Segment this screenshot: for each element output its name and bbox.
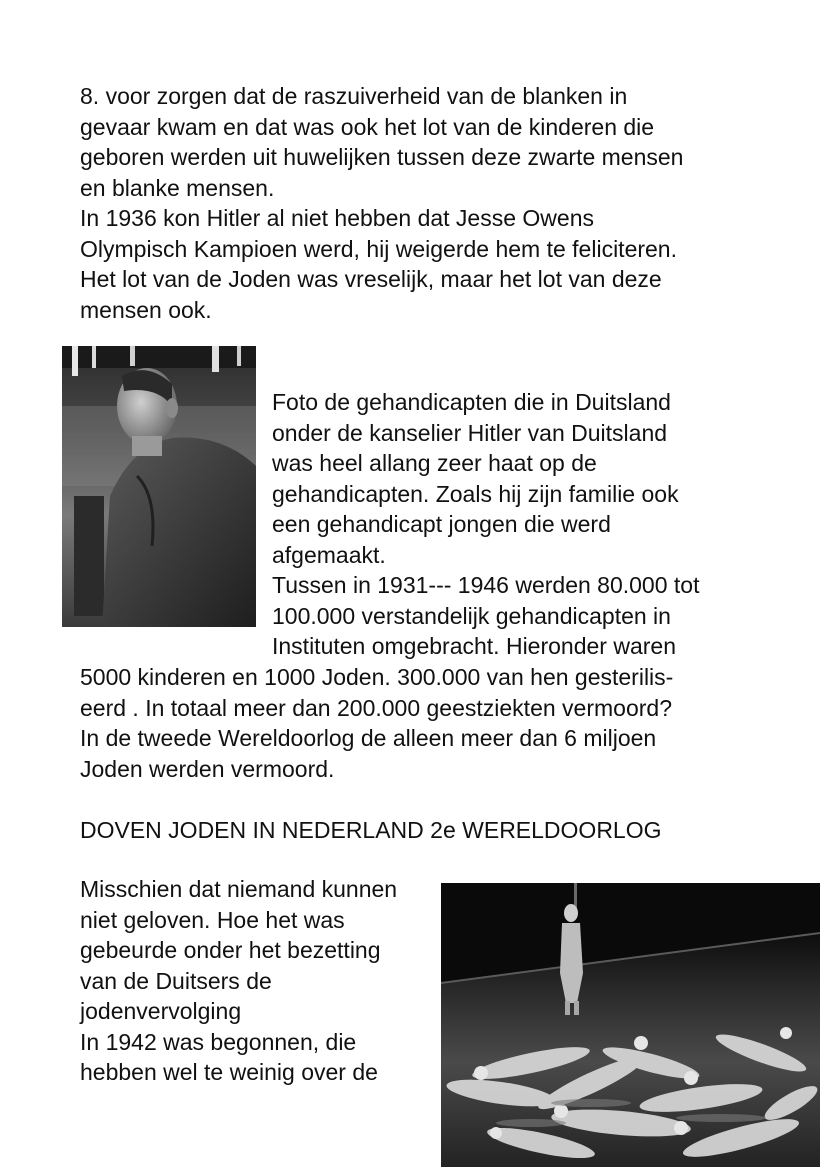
section-heading: DOVEN JODEN IN NEDERLAND 2e WERELDOORLOG bbox=[80, 817, 662, 843]
figures-on-floor-photo bbox=[441, 883, 820, 1167]
text-line: Tussen in 1931--- 1946 werden 80.000 tot bbox=[272, 572, 700, 598]
paragraph-top bbox=[80, 81, 683, 325]
text-line: Instituten omgebracht. Hieronder waren bbox=[272, 633, 676, 659]
man-profile-photo bbox=[62, 346, 256, 627]
paragraph-middle-side bbox=[272, 387, 699, 662]
man-profile-icon bbox=[62, 346, 256, 627]
text-line: en blanke mensen. bbox=[80, 174, 275, 201]
text-line: een gehandicapt jongen die werd bbox=[272, 511, 611, 537]
text-line: Olympisch Kampioen werd, hij weigerde hem te feliciteren. bbox=[80, 235, 677, 262]
text-line: In 1936 kon Hitler al niet hebben dat Jesse Owens bbox=[80, 205, 594, 231]
paragraph-bottom bbox=[80, 874, 397, 1088]
text-line: jodenvervolging bbox=[80, 998, 242, 1024]
text-line: 100.000 verstandelijk gehandicapten in bbox=[272, 602, 671, 629]
text-line: Misschien dat niemand kunnen bbox=[80, 876, 398, 902]
text-line: afgemaakt. bbox=[272, 541, 386, 568]
text-line: 5000 kinderen en 1000 Joden. 300.000 van hen gesterilis- bbox=[80, 664, 674, 690]
text-line: gevaar kwam en dat was ook het lot van de kinderen die bbox=[80, 113, 655, 140]
text-line: gebeurde onder het bezetting bbox=[80, 937, 381, 963]
text-line: van de Duitsers de bbox=[80, 967, 272, 994]
text-line: mensen ook. bbox=[80, 296, 212, 323]
text-line: niet geloven. Hoe het was bbox=[80, 906, 345, 933]
text-line: hebben wel te weinig over de bbox=[80, 1059, 378, 1085]
text-line: onder de kanselier Hitler van Duitsland bbox=[272, 419, 668, 446]
text-line: In de tweede Wereldoorlog de alleen meer dan 6 miljoen bbox=[80, 725, 657, 751]
figures-on-floor-icon bbox=[441, 883, 820, 1167]
text-line: Joden werden vermoord. bbox=[80, 755, 335, 782]
text-line: Het lot van de Joden was vreselijk, maar het lot van deze bbox=[80, 266, 662, 292]
text-line: In 1942 was begonnen, die bbox=[80, 1028, 357, 1055]
text-line: Foto de gehandicapten die in Duitsland bbox=[272, 389, 671, 415]
text-line: gehandicapten. Zoals hij zijn familie ook bbox=[272, 480, 679, 507]
text-line: eerd . In totaal meer dan 200.000 geestziekten vermoord? bbox=[80, 694, 672, 721]
paragraph-middle-full bbox=[80, 662, 673, 784]
text-line: 8. voor zorgen dat de raszuiverheid van de blanken in bbox=[80, 83, 628, 109]
text-line: geboren werden uit huwelijken tussen deze zwarte mensen bbox=[80, 144, 684, 170]
text-line: was heel allang zeer haat op de bbox=[272, 450, 597, 476]
